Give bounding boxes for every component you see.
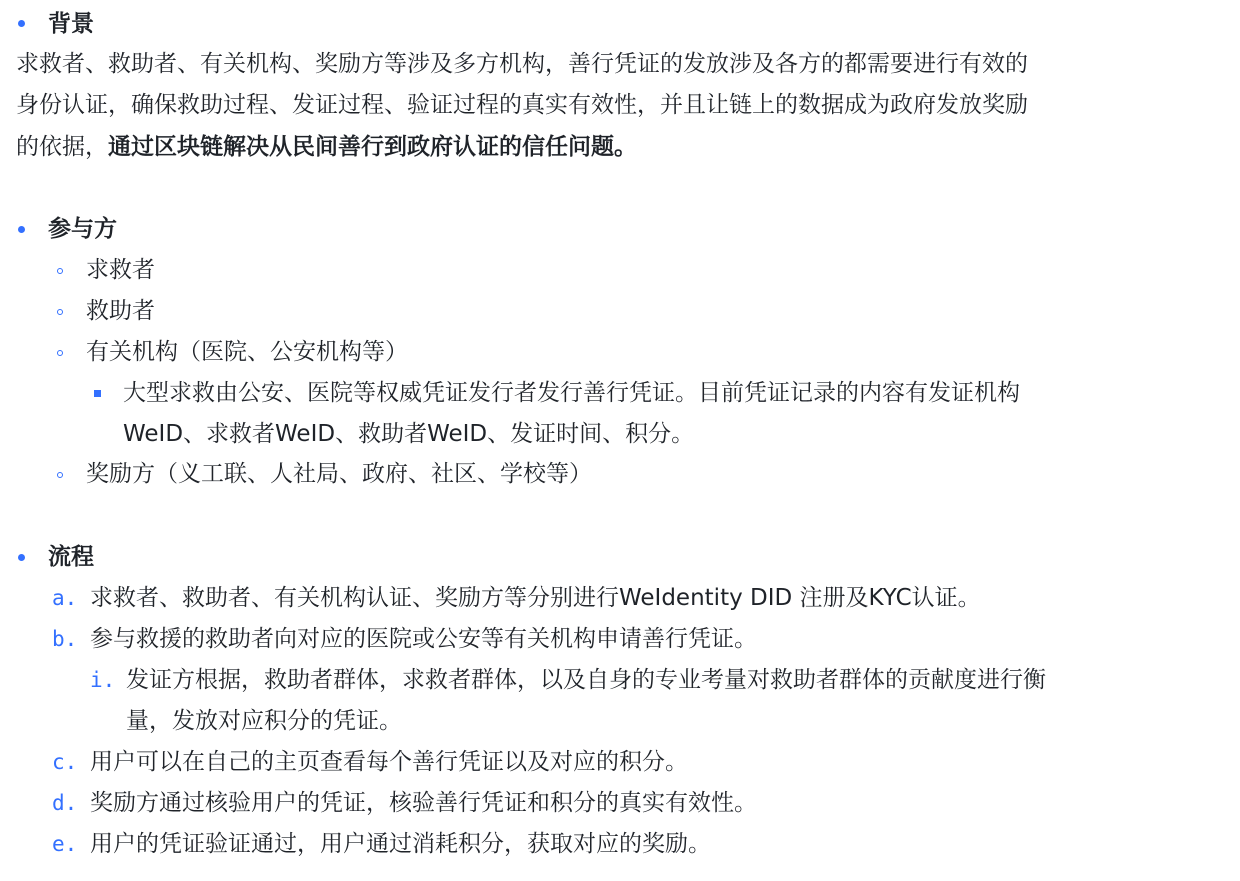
participant-item: 救助者 xyxy=(86,298,155,324)
background-paragraph-text: 的依据， xyxy=(16,134,108,160)
process-substep-line: 量，发放对应积分的凭证。 xyxy=(126,708,402,734)
process-step: 参与救援的救助者向对应的医院或公安等有关机构申请善行凭证。 xyxy=(90,626,757,652)
background-paragraph-line: 求救者、救助者、有关机构、奖励方等涉及多方机构，善行凭证的发放涉及各方的都需要进行有效的 xyxy=(16,51,1028,77)
section-heading-process: 流程 xyxy=(48,544,94,570)
list-bullet-icon xyxy=(57,268,63,274)
section-heading-participants: 参与方 xyxy=(48,216,117,242)
participant-item: 奖励方（义工联、人社局、政府、社区、学校等） xyxy=(86,461,592,487)
section-bullet-icon xyxy=(18,20,25,27)
list-marker: c. xyxy=(52,750,78,774)
participant-subitem-line: WeID、求救者WeID、救助者WeID、发证时间、积分。 xyxy=(123,421,695,447)
section-bullet-icon xyxy=(18,554,25,561)
process-step: 用户的凭证验证通过，用户通过消耗积分，获取对应的奖励。 xyxy=(90,831,711,857)
section-heading-background: 背景 xyxy=(48,11,94,37)
list-marker: i. xyxy=(90,668,116,692)
participant-item: 有关机构（医院、公安机构等） xyxy=(86,339,408,365)
list-marker: e. xyxy=(52,832,78,856)
process-step: 求救者、救助者、有关机构认证、奖励方等分别进行WeIdentity DID 注册及KYC认证。 xyxy=(90,585,981,611)
participant-subitem-line: 大型求救由公安、医院等权威凭证发行者发行善行凭证。目前凭证记录的内容有发证机构 xyxy=(123,380,1020,406)
list-bullet-icon xyxy=(57,350,63,356)
sublist-bullet-icon xyxy=(94,390,101,397)
participant-item: 求救者 xyxy=(86,257,155,283)
process-step: 奖励方通过核验用户的凭证，核验善行凭证和积分的真实有效性。 xyxy=(90,790,757,816)
process-step: 用户可以在自己的主页查看每个善行凭证以及对应的积分。 xyxy=(90,749,688,775)
list-marker: b. xyxy=(52,627,78,651)
background-paragraph-line: 身份认证，确保救助过程、发证过程、验证过程的真实有效性，并且让链上的数据成为政府发放奖励 xyxy=(16,92,1028,118)
background-paragraph-line xyxy=(16,131,637,163)
process-substep-line: 发证方根据，救助者群体，求救者群体，以及自身的专业考量对救助者群体的贡献度进行衡 xyxy=(126,667,1046,693)
section-bullet-icon xyxy=(18,226,25,233)
list-bullet-icon xyxy=(57,309,63,315)
background-key-statement: 通过区块链解决从民间善行到政府认证的信任问题。 xyxy=(108,134,637,160)
list-marker: d. xyxy=(52,791,78,815)
list-bullet-icon xyxy=(57,472,63,478)
list-marker: a. xyxy=(52,586,78,610)
